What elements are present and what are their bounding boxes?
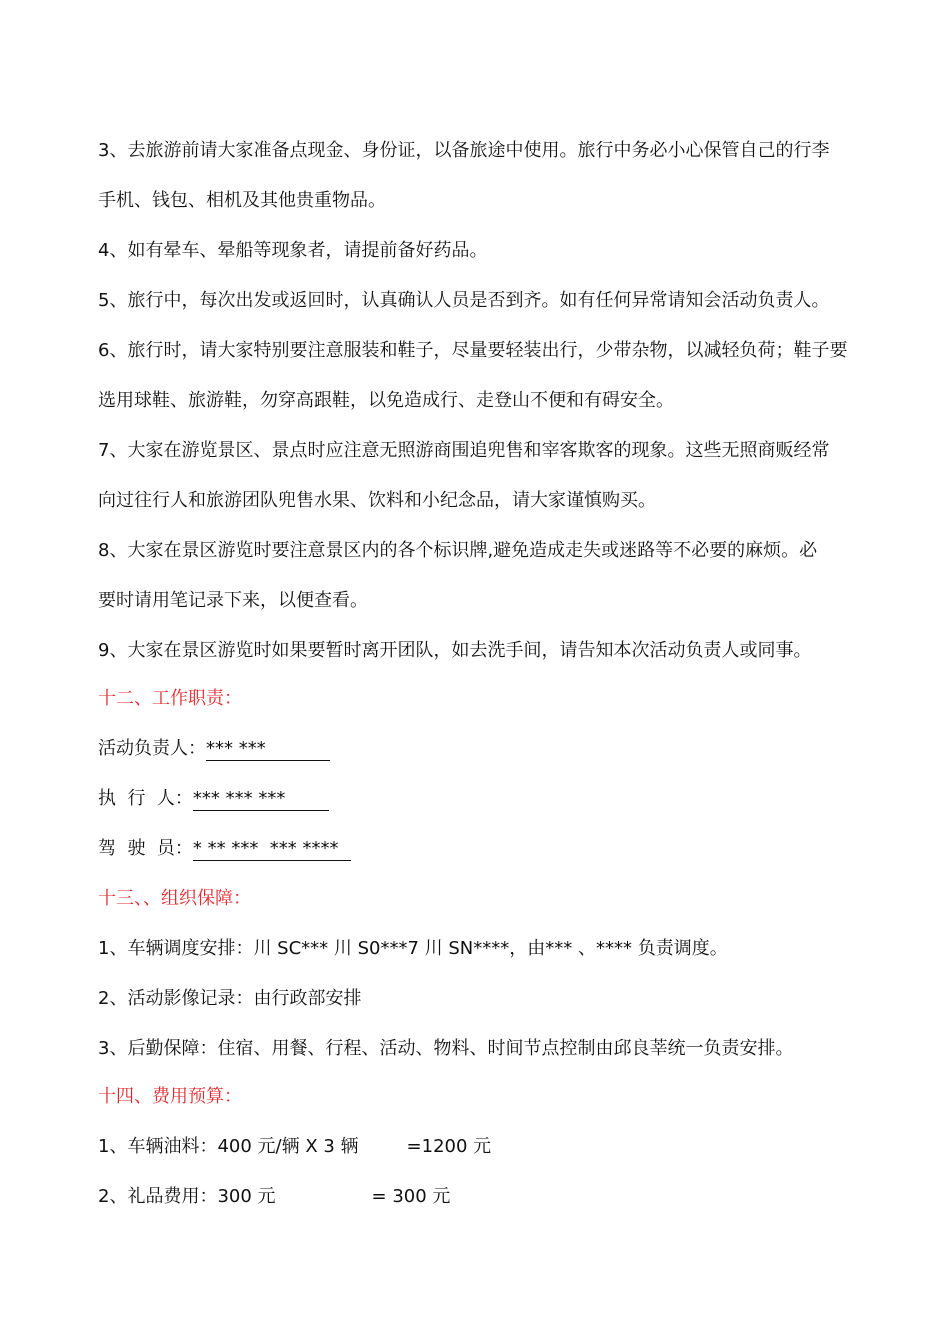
note-line: 8、大家在景区游览时要注意景区内的各个标识牌,避免造成走失或迷路等不必要的麻烦。必 — [98, 540, 818, 561]
organization-item: 2、活动影像记录：由行政部安排 — [98, 988, 362, 1009]
role-line-driver — [98, 836, 858, 862]
role-value: *** *** — [206, 738, 330, 761]
budget-item — [98, 1184, 858, 1210]
note-line: 向过往行人和旅游团队兜售水果、饮料和小纪念品，请大家谨慎购买。 — [98, 490, 656, 511]
budget-result: =1200 元 — [406, 1136, 492, 1157]
role-label: 执 行 人： — [98, 788, 193, 809]
role-line-leader — [98, 736, 858, 762]
section-heading-budget: 十四、费用预算： — [98, 1086, 242, 1107]
role-label: 驾 驶 员： — [98, 838, 193, 859]
budget-label: 2、礼品费用：300 元 — [98, 1186, 276, 1207]
role-value: *** *** *** — [193, 788, 329, 811]
section-heading-duties: 十二、工作职责： — [98, 688, 242, 709]
note-line: 5、旅行中，每次出发或返回时，认真确认人员是否到齐。如有任何异常请知会活动负责人。 — [98, 290, 830, 311]
note-line: 要时请用笔记录下来，以便查看。 — [98, 590, 368, 611]
note-line: 手机、钱包、相机及其他贵重物品。 — [98, 190, 386, 211]
budget-item — [98, 1134, 858, 1160]
note-line: 3、去旅游前请大家准备点现金、身份证，以备旅途中使用。旅行中务必小心保管自己的行李 — [98, 140, 830, 161]
organization-item: 3、后勤保障：住宿、用餐、行程、活动、物料、时间节点控制由邱良莘统一负责安排。 — [98, 1038, 794, 1059]
note-line: 7、大家在游览景区、景点时应注意无照游商围追兜售和宰客欺客的现象。这些无照商贩经常 — [98, 440, 830, 461]
note-line: 4、如有晕车、晕船等现象者，请提前备好药品。 — [98, 240, 488, 261]
organization-item: 1、车辆调度安排：川 SC*** 川 S0***7 川 SN****，由*** 、**** 负责调度。 — [98, 938, 728, 959]
note-line: 6、旅行时，请大家特别要注意服装和鞋子，尽量要轻装出行，少带杂物，以减轻负荷；鞋子要 — [98, 340, 848, 361]
role-value: * ** *** *** **** — [193, 838, 351, 861]
section-heading-organization: 十三、、组织保障： — [98, 888, 251, 909]
note-line: 9、大家在景区游览时如果要暂时离开团队，如去洗手间，请告知本次活动负责人或同事。 — [98, 640, 812, 661]
budget-result: = 300 元 — [371, 1186, 451, 1207]
note-line: 选用球鞋、旅游鞋，勿穿高跟鞋，以免造成行、走登山不便和有碍安全。 — [98, 390, 674, 411]
budget-label: 1、车辆油料：400 元/辆 X 3 辆 — [98, 1136, 359, 1157]
role-label: 活动负责人： — [98, 738, 206, 759]
role-line-executor — [98, 786, 858, 812]
